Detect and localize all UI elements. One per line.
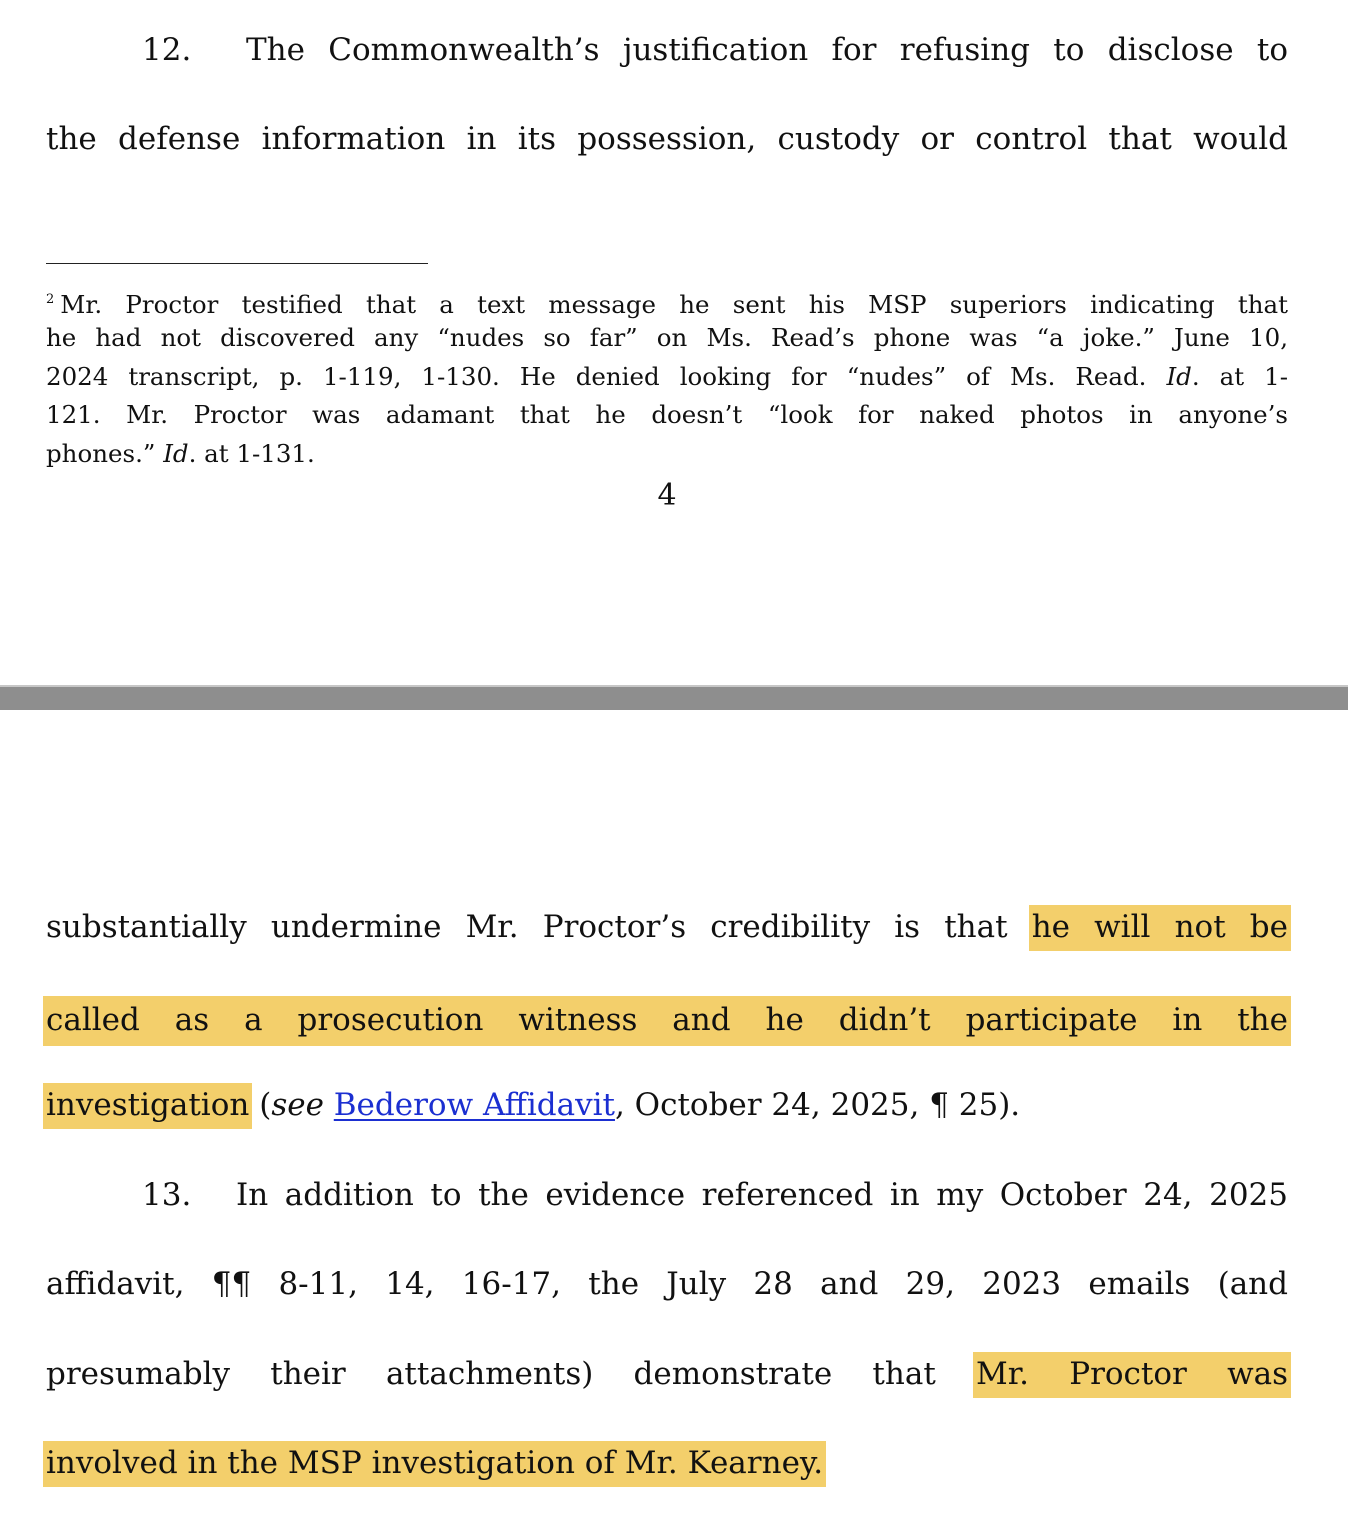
bederow-affidavit-link[interactable]: Bederow Affidavit — [333, 1087, 615, 1123]
paragraph-13-line-4 — [46, 1443, 1288, 1483]
footnote-2-line-4: 121. Mr. Proctor was adamant that he doesn’t “look for naked photos in anyone’s — [46, 400, 1288, 429]
footnote-2-line-1-text: Mr. Proctor testified that a text message he sent his MSP superiors indicating that — [60, 290, 1288, 319]
paragraph-12-continued-line-1 — [46, 907, 1288, 947]
paragraph-12-line-2: the defense information in its possession, custody or control that would — [46, 121, 1288, 157]
paragraph-13-line-1: In addition to the evidence referenced in my October 24, 2025 — [236, 1177, 1288, 1213]
footnote-id-citation: Id — [1166, 362, 1192, 391]
footnote-2-line-3-tail: . at 1- — [1191, 362, 1289, 391]
footnote-2-line-2: he had not discovered any “nudes so far” on Ms. Read’s phone was “a joke.” June 10, — [46, 323, 1288, 352]
paragraph-13-line-3-text: presumably their attachments) demonstrate that — [46, 1356, 936, 1392]
highlighted-text: called as a prosecution witness and he didn’t participate in the — [43, 996, 1291, 1046]
open-paren: ( — [249, 1087, 272, 1123]
paragraph-12-continued-text: substantially undermine Mr. Proctor’s credibility is that — [46, 909, 1008, 945]
footnote-2-line-5-text: phones.” — [46, 439, 156, 468]
footnote-2-line-3 — [46, 358, 1288, 396]
paragraph-12-continued-line-3 — [46, 1085, 1288, 1125]
highlighted-text: he will not be — [1029, 905, 1291, 951]
paragraph-12-line-1: The Commonwealth’s justification for refusing to disclose to — [246, 32, 1288, 68]
document-page-upper — [0, 0, 1348, 685]
paragraph-number-13: 13. — [142, 1177, 192, 1213]
footnote-id-citation-2: Id — [163, 439, 189, 468]
footnote-2-line-5-tail: . at 1-131. — [188, 439, 315, 468]
paragraph-12-continued-line-2 — [46, 996, 1288, 1036]
footnote-marker: 2 — [46, 292, 55, 307]
citation-tail: , October 24, 2025, ¶ 25). — [614, 1087, 1021, 1123]
paragraph-13-line-3 — [46, 1354, 1288, 1394]
page-break-divider — [0, 685, 1348, 710]
paragraph-13-line-2: affidavit, ¶¶ 8-11, 14, 16-17, the July 28 and 29, 2023 emails (and — [46, 1266, 1288, 1302]
highlighted-text: Mr. Proctor was — [973, 1352, 1291, 1398]
highlighted-text: investigation — [43, 1083, 252, 1129]
highlighted-text: involved in the MSP investigation of Mr. Kearney. — [43, 1441, 826, 1487]
see-signal: see — [271, 1087, 324, 1123]
footnote-2-line-3-text: 2024 transcript, p. 1-119, 1-130. He denied looking for “nudes” of Ms. Read. — [46, 362, 1147, 391]
footnote-2-line-5 — [46, 435, 1288, 473]
page-number: 4 — [657, 478, 677, 513]
document-page-lower — [0, 710, 1348, 1514]
footnote-2-line-1 — [46, 281, 1288, 319]
footnote-separator — [46, 263, 428, 264]
paragraph-number-12: 12. — [142, 32, 192, 68]
